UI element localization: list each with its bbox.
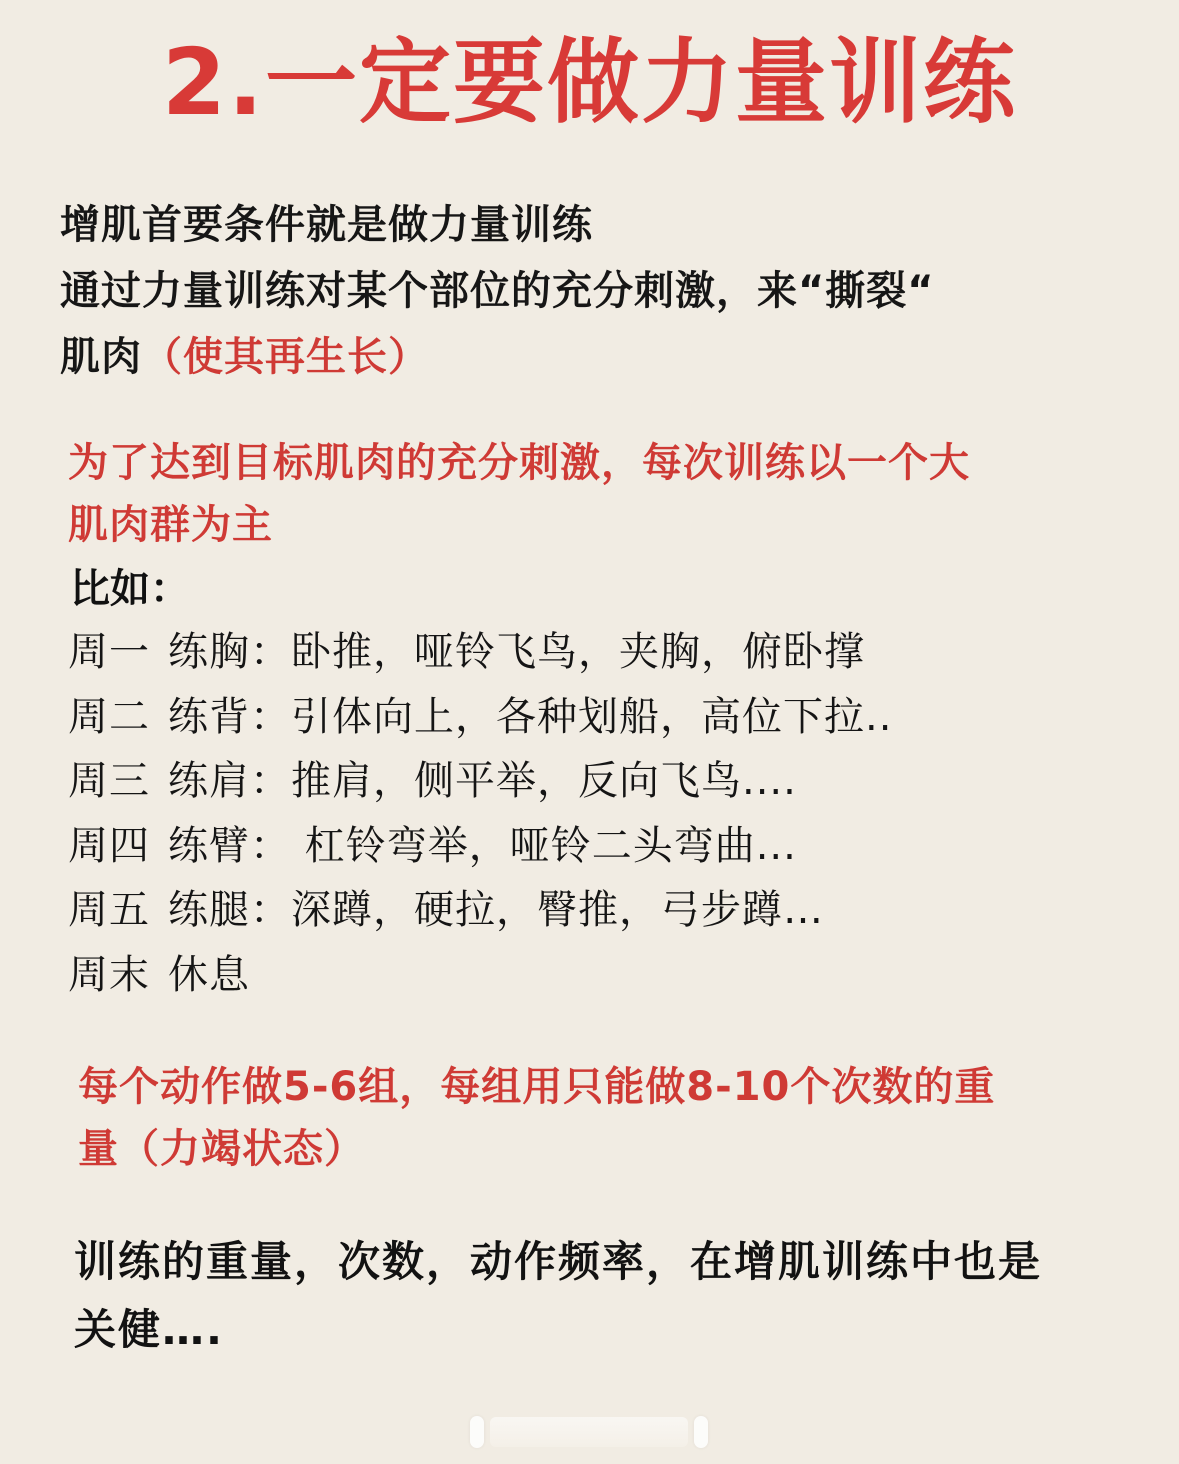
schedule-day: 周末	[68, 951, 150, 998]
schedule-content: 练臂： 杠铃弯举，哑铃二头弯曲...	[168, 822, 797, 869]
page-title: 2.一定要做力量训练	[162, 29, 1017, 136]
schedule-row	[68, 878, 892, 943]
closing-line-2: 关健….	[74, 1305, 224, 1354]
intro-line-3-text: 肌肉	[60, 334, 142, 380]
closing-paragraph	[74, 1228, 1042, 1364]
schedule-day: 周二	[68, 693, 150, 740]
example-heading: 比如：	[70, 566, 190, 612]
scroll-track[interactable]	[490, 1417, 688, 1447]
scroll-right-handle[interactable]	[694, 1416, 708, 1448]
intro-line-2: 通过力量训练对某个部位的充分刺激，来“撕裂“	[60, 268, 935, 314]
schedule-content: 练背：引体向上，各种划船，高位下拉..	[168, 693, 893, 740]
intro-line-3-note: （使其再生长）	[142, 334, 429, 380]
sets-line-1: 每个动作做5-6组，每组用只能做8-10个次数的重	[78, 1064, 996, 1110]
sets-paragraph	[78, 1056, 995, 1180]
schedule-day: 周三	[68, 758, 150, 804]
sets-line-2: 量（力竭状态）	[78, 1126, 365, 1172]
image-scroll-indicator[interactable]	[470, 1414, 708, 1450]
focus-line-2: 肌肉群为主	[68, 502, 273, 548]
schedule-row	[68, 943, 892, 1008]
intro-line-1: 增肌首要条件就是做力量训练	[60, 202, 593, 248]
schedule-content: 练腿：深蹲，硬拉，臀推，弓步蹲…	[168, 887, 824, 933]
intro-paragraph	[60, 192, 935, 390]
focus-line-1: 为了达到目标肌肉的充分刺激，每次训练以一个大	[68, 440, 970, 486]
schedule-day: 周一	[68, 629, 150, 675]
schedule-content: 练肩：推肩，侧平举，反向飞鸟....	[168, 758, 797, 804]
closing-line-1: 训练的重量，次数，动作频率，在增肌训练中也是	[74, 1237, 1043, 1286]
scroll-left-handle[interactable]	[470, 1416, 484, 1448]
schedule-row	[68, 685, 892, 750]
schedule-day: 周五	[68, 887, 150, 933]
intro-line-3	[60, 324, 935, 390]
weekly-schedule	[68, 620, 892, 1007]
schedule-content: 休息	[168, 951, 250, 998]
schedule-row	[68, 749, 892, 814]
schedule-row	[68, 814, 892, 879]
schedule-day: 周四	[68, 822, 150, 869]
schedule-content: 练胸：卧推，哑铃飞鸟，夹胸，俯卧撑	[168, 629, 865, 675]
schedule-row	[68, 620, 892, 685]
focus-paragraph	[68, 432, 970, 556]
